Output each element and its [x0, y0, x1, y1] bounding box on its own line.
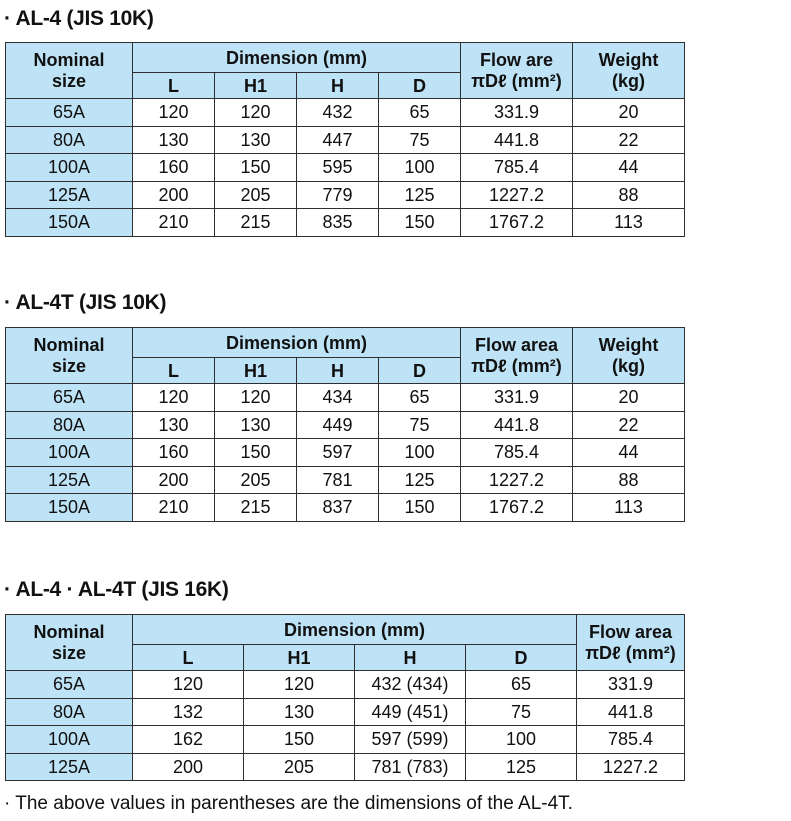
table-cell: 113 [573, 209, 685, 237]
header-weight: Weight (kg) [573, 43, 685, 99]
table-cell: 1767.2 [461, 494, 573, 522]
table-row [6, 753, 685, 781]
header-h1: H1 [215, 358, 297, 384]
table-cell: 441.8 [577, 698, 685, 726]
header-flow-area: Flow area πDℓ (mm²) [461, 328, 573, 384]
table-cell: 120 [133, 384, 215, 412]
table-cell: 1227.2 [461, 466, 573, 494]
cell-nominal-size: 65A [6, 671, 133, 699]
table-cell: 150 [215, 439, 297, 467]
table-cell: 125 [379, 466, 461, 494]
table-cell: 785.4 [461, 439, 573, 467]
cell-nominal-size: 65A [6, 99, 133, 127]
table-row [6, 411, 685, 439]
header-l: L [133, 73, 215, 99]
table-cell: 20 [573, 99, 685, 127]
table-cell: 781 (783) [355, 753, 466, 781]
table-cell: 120 [133, 99, 215, 127]
header-dimension: Dimension (mm) [133, 43, 461, 73]
header-l: L [133, 358, 215, 384]
section-title-al4-al4t-16k: · AL-4 · AL-4T (JIS 16K) [4, 578, 229, 601]
table-cell: 210 [133, 494, 215, 522]
table-cell: 449 [297, 411, 379, 439]
header-l: L [133, 645, 244, 671]
table-cell: 150 [244, 726, 355, 754]
table-cell: 120 [244, 671, 355, 699]
table-cell: 75 [379, 126, 461, 154]
header-nominal-size: Nominal size [6, 615, 133, 671]
table-cell: 595 [297, 154, 379, 182]
table-cell: 113 [573, 494, 685, 522]
table-cell: 331.9 [577, 671, 685, 699]
table-cell: 441.8 [461, 126, 573, 154]
table-cell: 215 [215, 494, 297, 522]
table-cell: 210 [133, 209, 215, 237]
table-row [6, 466, 685, 494]
table-cell: 200 [133, 753, 244, 781]
table-cell: 130 [244, 698, 355, 726]
table-cell: 130 [133, 126, 215, 154]
table-al4-10k [5, 42, 685, 237]
table-cell: 120 [215, 99, 297, 127]
table-cell: 44 [573, 439, 685, 467]
table-cell: 120 [215, 384, 297, 412]
table-cell: 449 (451) [355, 698, 466, 726]
table-cell: 331.9 [461, 384, 573, 412]
table-cell: 150 [379, 494, 461, 522]
header-flow-area: Flow area πDℓ (mm²) [577, 615, 685, 671]
table-row [6, 126, 685, 154]
table-cell: 205 [215, 466, 297, 494]
table-cell: 1227.2 [461, 181, 573, 209]
header-h1: H1 [244, 645, 355, 671]
section-title-al4t-10k: · AL-4T (JIS 10K) [4, 291, 167, 314]
table-cell: 434 [297, 384, 379, 412]
table-cell: 132 [133, 698, 244, 726]
cell-nominal-size: 125A [6, 753, 133, 781]
table-al4-al4t-16k [5, 614, 685, 781]
header-d: D [379, 73, 461, 99]
table-cell: 781 [297, 466, 379, 494]
table-cell: 88 [573, 466, 685, 494]
table-cell: 779 [297, 181, 379, 209]
table-cell: 447 [297, 126, 379, 154]
table-cell: 44 [573, 154, 685, 182]
header-d: D [379, 358, 461, 384]
cell-nominal-size: 150A [6, 209, 133, 237]
table-cell: 100 [379, 154, 461, 182]
table-row [6, 181, 685, 209]
header-dimension: Dimension (mm) [133, 328, 461, 358]
table-row [6, 384, 685, 412]
table-cell: 130 [133, 411, 215, 439]
table-cell: 597 (599) [355, 726, 466, 754]
table-cell: 835 [297, 209, 379, 237]
table-cell: 200 [133, 181, 215, 209]
table-cell: 837 [297, 494, 379, 522]
table-al4t-10k [5, 327, 685, 522]
header-h: H [297, 73, 379, 99]
table-cell: 1227.2 [577, 753, 685, 781]
table-row [6, 494, 685, 522]
cell-nominal-size: 80A [6, 126, 133, 154]
table-cell: 65 [379, 99, 461, 127]
header-h1: H1 [215, 73, 297, 99]
cell-nominal-size: 125A [6, 466, 133, 494]
header-h: H [297, 358, 379, 384]
table-cell: 205 [244, 753, 355, 781]
table-cell: 785.4 [577, 726, 685, 754]
table-cell: 215 [215, 209, 297, 237]
cell-nominal-size: 100A [6, 439, 133, 467]
table-cell: 88 [573, 181, 685, 209]
table-cell: 120 [133, 671, 244, 699]
table-cell: 162 [133, 726, 244, 754]
header-weight: Weight (kg) [573, 328, 685, 384]
table-cell: 432 [297, 99, 379, 127]
table-cell: 125 [379, 181, 461, 209]
table-cell: 65 [466, 671, 577, 699]
table-cell: 130 [215, 126, 297, 154]
table-cell: 331.9 [461, 99, 573, 127]
cell-nominal-size: 100A [6, 154, 133, 182]
header-dimension: Dimension (mm) [133, 615, 577, 645]
table-cell: 150 [379, 209, 461, 237]
table-row [6, 154, 685, 182]
table-cell: 1767.2 [461, 209, 573, 237]
table-cell: 20 [573, 384, 685, 412]
table-cell: 150 [215, 154, 297, 182]
table-cell: 160 [133, 439, 215, 467]
table-cell: 75 [466, 698, 577, 726]
table-cell: 75 [379, 411, 461, 439]
table-row [6, 439, 685, 467]
header-h: H [355, 645, 466, 671]
cell-nominal-size: 150A [6, 494, 133, 522]
table-row [6, 99, 685, 127]
table-row [6, 671, 685, 699]
table-cell: 205 [215, 181, 297, 209]
table-cell: 432 (434) [355, 671, 466, 699]
header-d: D [466, 645, 577, 671]
header-nominal-size: Nominal size [6, 328, 133, 384]
table-row [6, 209, 685, 237]
header-flow-area: Flow are πDℓ (mm²) [461, 43, 573, 99]
table-row [6, 698, 685, 726]
table-cell: 130 [215, 411, 297, 439]
table-cell: 160 [133, 154, 215, 182]
cell-nominal-size: 100A [6, 726, 133, 754]
footnote: · The above values in parentheses are the dimensions of the AL-4T. [4, 793, 573, 814]
table-cell: 22 [573, 411, 685, 439]
cell-nominal-size: 65A [6, 384, 133, 412]
table-cell: 100 [379, 439, 461, 467]
table-cell: 125 [466, 753, 577, 781]
table-row [6, 726, 685, 754]
table-cell: 22 [573, 126, 685, 154]
table-cell: 100 [466, 726, 577, 754]
cell-nominal-size: 80A [6, 411, 133, 439]
cell-nominal-size: 125A [6, 181, 133, 209]
section-title-al4-10k: · AL-4 (JIS 10K) [4, 7, 154, 30]
table-cell: 200 [133, 466, 215, 494]
table-cell: 441.8 [461, 411, 573, 439]
cell-nominal-size: 80A [6, 698, 133, 726]
header-nominal-size: Nominal size [6, 43, 133, 99]
table-cell: 65 [379, 384, 461, 412]
table-cell: 785.4 [461, 154, 573, 182]
table-cell: 597 [297, 439, 379, 467]
